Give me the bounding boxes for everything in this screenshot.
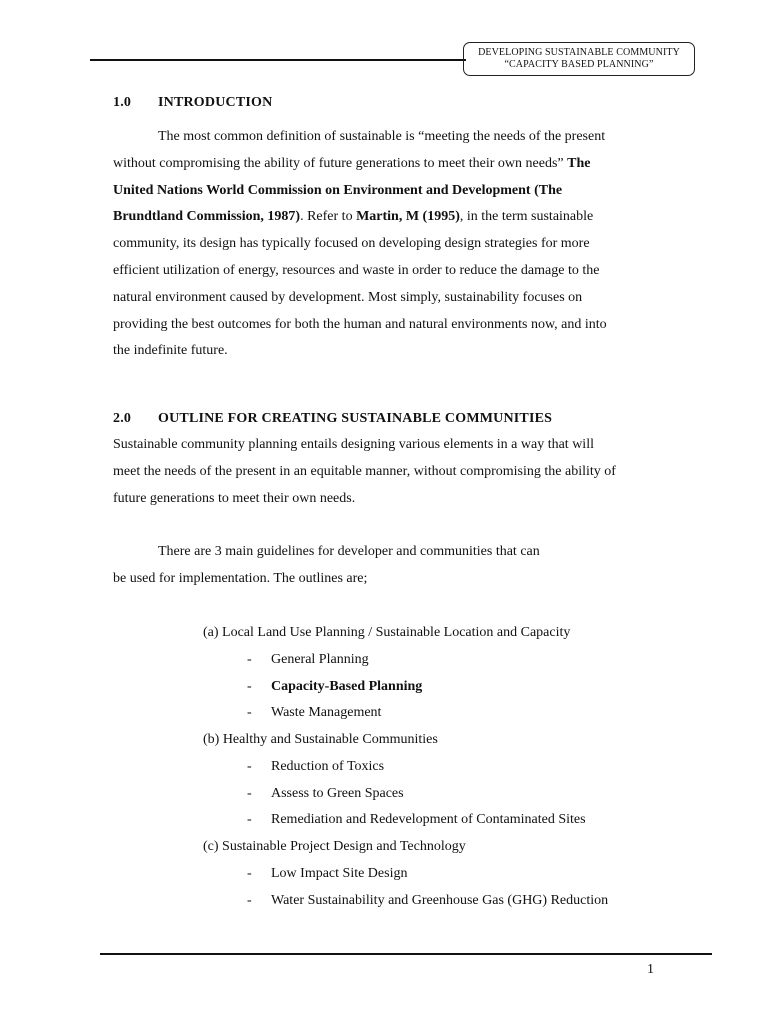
section-2-line: future generations to meet their own needs. [113, 490, 356, 506]
section-2-title: OUTLINE FOR CREATING SUSTAINABLE COMMUNITIES [158, 411, 553, 426]
footer-rule [100, 953, 712, 955]
intro-line [113, 151, 673, 178]
intro-line [113, 178, 673, 205]
outline-subitem-label: Water Sustainability and Greenhouse Gas (GHG) Reduction [271, 893, 609, 908]
outline-subitem [247, 679, 422, 695]
outline-item-a: (a) Local Land Use Planning / Sustainable Location and Capacity [203, 625, 571, 640]
outline-subitem [247, 893, 608, 909]
outline-subitem-label: Reduction of Toxics [271, 759, 385, 774]
running-header-line1: DEVELOPING SUSTAINABLE COMMUNITY [478, 47, 680, 58]
outline-subitem [247, 759, 384, 775]
intro-line [113, 338, 673, 365]
section-2-paragraph-2 [113, 539, 673, 593]
section-2-paragraph-1 [113, 432, 673, 512]
header-rule [90, 59, 466, 61]
running-header-line2: “CAPACITY BASED PLANNING” [504, 59, 654, 70]
intro-line [113, 285, 673, 312]
section-1-number: 1.0 [113, 95, 132, 110]
outline-subitem-label: Remediation and Redevelopment of Contaminated Sites [271, 812, 586, 827]
outline-subitem [247, 705, 381, 721]
outline-subitem [247, 812, 586, 828]
dash-bullet: - [247, 759, 252, 774]
intro-text: . Refer to [300, 209, 357, 225]
outline-item-c: (c) Sustainable Project Design and Technology [203, 839, 466, 854]
intro-text: efficient utilization of energy, resources and waste in order to reduce the damage to the [113, 262, 600, 278]
section-1-heading [113, 95, 272, 111]
intro-citation: Martin, M (1995) [356, 209, 460, 225]
dash-bullet: - [247, 705, 252, 720]
intro-text: providing the best outcomes for both the human and natural environments now, and into [113, 316, 607, 332]
section-2-line: meet the needs of the present in an equitable manner, without compromising the ability of [113, 463, 616, 479]
outline-subitem [247, 866, 407, 882]
intro-bold-text: United Nations World Commission on Environment and Development (The [113, 182, 563, 198]
dash-bullet: - [247, 893, 252, 908]
section-2-line: Sustainable community planning entails designing various elements in a way that will [113, 437, 594, 452]
intro-line [113, 231, 673, 258]
intro-text: without compromising the ability of future generations to meet their own needs” [113, 155, 568, 171]
section-2-line: There are 3 main guidelines for developer and communities that can [158, 544, 540, 559]
intro-text: community, its design has typically focused on developing design strategies for more [113, 236, 590, 252]
outline-subitem-label: Low Impact Site Design [271, 866, 408, 881]
section-2-heading [113, 411, 552, 427]
dash-bullet: - [247, 866, 252, 881]
outline-subitem [247, 786, 404, 802]
intro-text: the indefinite future. [113, 343, 228, 359]
section-2-line: be used for implementation. The outlines are; [113, 570, 368, 586]
intro-line [113, 124, 673, 151]
running-header [463, 42, 695, 76]
section-1-title: INTRODUCTION [158, 95, 273, 110]
outline-subitem-label: Assess to Green Spaces [271, 786, 404, 801]
intro-line [113, 312, 673, 339]
dash-bullet: - [247, 679, 252, 694]
intro-line [113, 258, 673, 285]
dash-bullet: - [247, 812, 252, 827]
intro-text: The most common definition of sustainable is “meeting the needs of the present [158, 129, 606, 144]
outline-subitem [247, 652, 369, 668]
intro-line [113, 204, 673, 231]
intro-bold-text: The [567, 155, 591, 171]
outline-subitem-label: General Planning [271, 652, 369, 667]
intro-bold-text: Brundtland Commission, 1987) [113, 209, 301, 225]
dash-bullet: - [247, 786, 252, 801]
dash-bullet: - [247, 652, 252, 667]
section-2-number: 2.0 [113, 411, 132, 426]
outline-subitem-label: Waste Management [271, 705, 382, 720]
outline-subitem-label: Capacity-Based Planning [271, 679, 423, 694]
introduction-paragraph [113, 124, 673, 365]
outline-item-b: (b) Healthy and Sustainable Communities [203, 732, 438, 747]
intro-text: natural environment caused by development. Most simply, sustainability focuses on [113, 289, 583, 305]
intro-text: , in the term sustainable [459, 209, 594, 225]
page-number: 1 [647, 962, 654, 977]
